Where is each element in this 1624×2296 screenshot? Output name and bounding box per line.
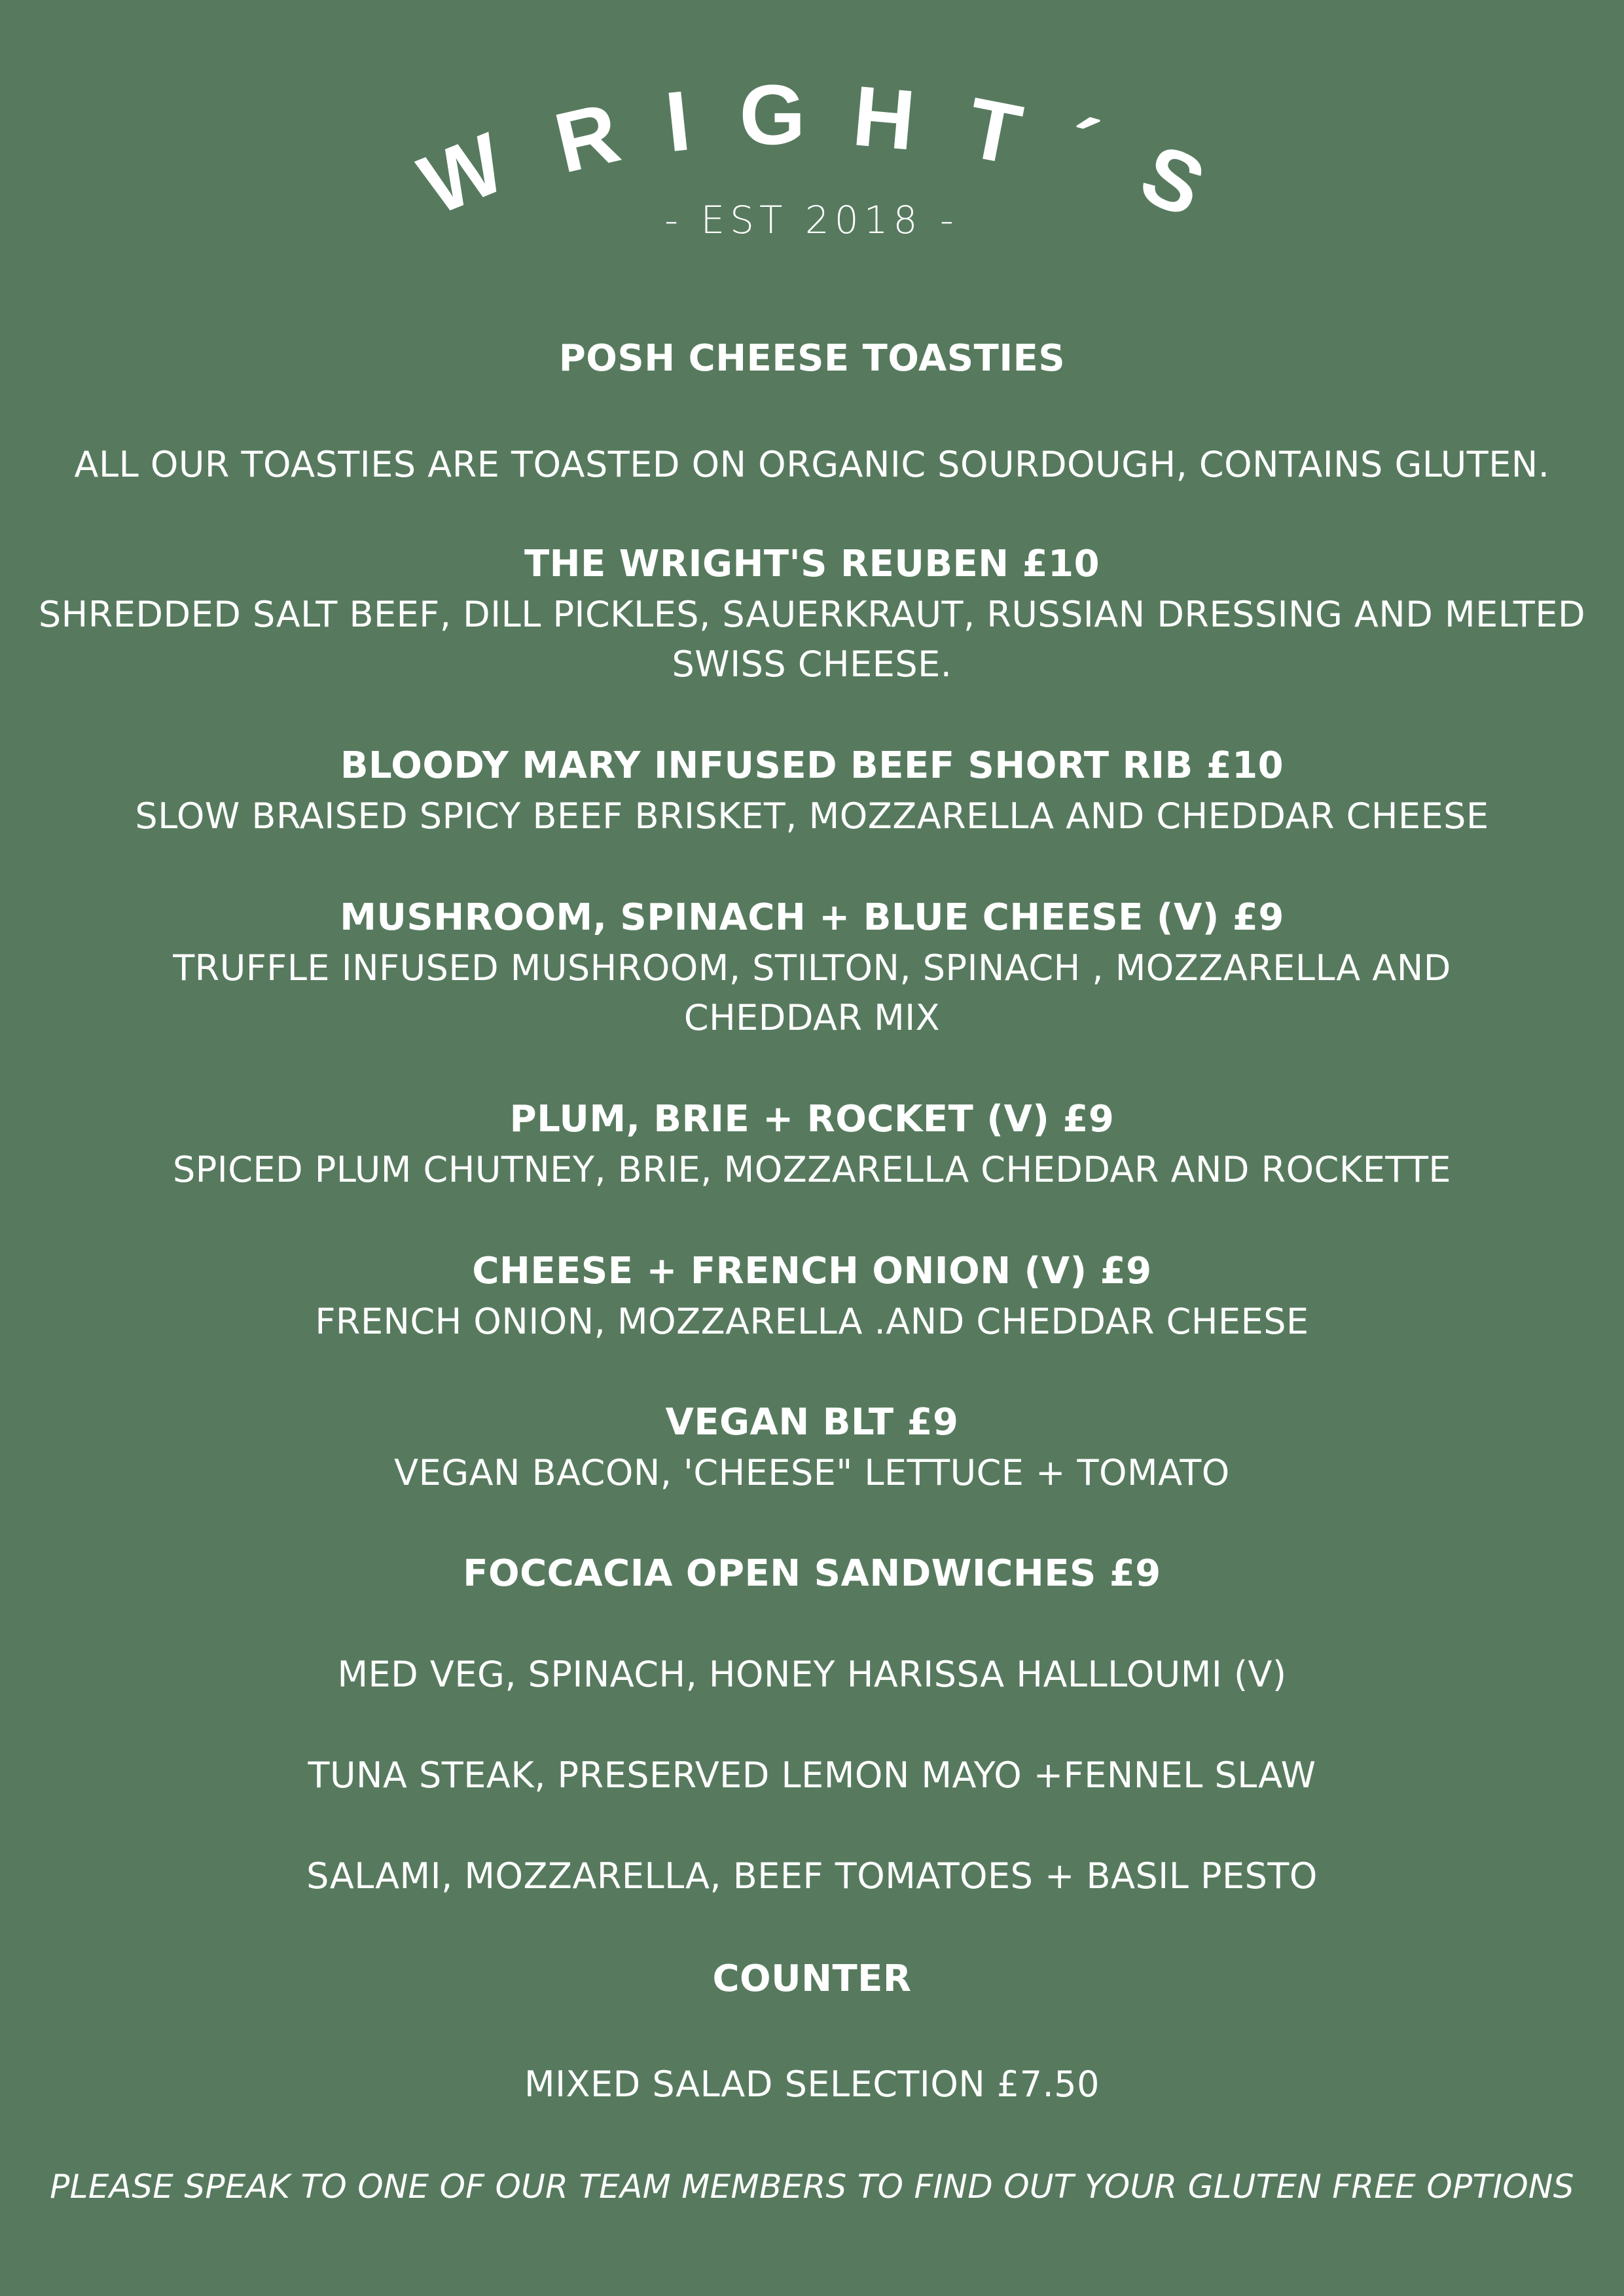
foccacia-option: MED VEG, SPINACH, HONEY HARISSA HALLLOUMI (V) <box>337 1654 1287 1695</box>
logo-letter-s: S <box>1127 125 1219 236</box>
foccacia-option: SALAMI, MOZZARELLA, BEEF TOMATOES + BASIL PESTO <box>306 1855 1318 1897</box>
menu-item-name: PLUM, BRIE + ROCKET (V) £9 <box>509 1098 1115 1140</box>
logo-letter-h: H <box>849 67 919 168</box>
menu-item-desc: FRENCH ONION, MOZZARELLA .AND CHEDDAR CHEESE <box>315 1301 1309 1342</box>
menu-item-desc: SHREDDED SALT BEEF, DILL PICKLES, SAUERKRAUT, RUSSIAN DRESSING AND MELTED <box>38 594 1586 635</box>
logo-letter-apostrophe: ´ <box>1054 99 1108 199</box>
menu-item-desc: SWISS CHEESE. <box>672 644 952 685</box>
menu-item-name: CHEESE + FRENCH ONION (V) £9 <box>472 1250 1152 1292</box>
logo-letter-r: R <box>546 84 628 191</box>
wrights-logo <box>0 0 1624 275</box>
menu-item-desc: CHEDDAR MIX <box>683 997 941 1038</box>
logo-est-year: - EST 2018 - <box>664 198 959 242</box>
logo-letter-i: I <box>660 72 695 170</box>
menu-item-name: THE WRIGHT'S REUBEN £10 <box>524 543 1100 585</box>
section-title-toasties: POSH CHEESE TOASTIES <box>558 337 1066 380</box>
foccacia-option: TUNA STEAK, PRESERVED LEMON MAYO +FENNEL SLAW <box>308 1755 1316 1796</box>
wrights-logo-svg <box>0 0 1624 275</box>
menu-item-desc: TRUFFLE INFUSED MUSHROOM, STILTON, SPINACH , MOZZARELLA AND <box>173 947 1451 989</box>
menu-item-name: MUSHROOM, SPINACH + BLUE CHEESE (V) £9 <box>340 896 1284 939</box>
counter-item: MIXED SALAD SELECTION £7.50 <box>524 2064 1100 2105</box>
logo-letter-g: G <box>739 67 806 162</box>
section-title-counter: COUNTER <box>712 1958 912 2000</box>
gluten-free-note: PLEASE SPEAK TO ONE OF OUR TEAM MEMBERS TO FIND OUT YOUR GLUTEN FREE OPTIONS <box>50 2168 1574 2206</box>
logo-letter-t: T <box>960 79 1029 183</box>
menu-item-desc: SPICED PLUM CHUTNEY, BRIE, MOZZARELLA CHEDDAR AND ROCKETTE <box>172 1149 1452 1190</box>
menu-item-desc: VEGAN BACON, 'CHEESE" LETTUCE + TOMATO <box>394 1452 1230 1493</box>
menu-item-name: VEGAN BLT £9 <box>665 1401 959 1444</box>
section-intro-toasties: ALL OUR TOASTIES ARE TOASTED ON ORGANIC SOURDOUGH, CONTAINS GLUTEN. <box>74 444 1550 485</box>
menu-item-name: BLOODY MARY INFUSED BEEF SHORT RIB £10 <box>340 744 1284 787</box>
section-title-foccacia: FOCCACIA OPEN SANDWICHES £9 <box>463 1552 1161 1595</box>
menu-item-desc: SLOW BRAISED SPICY BEEF BRISKET, MOZZARELLA AND CHEDDAR CHEESE <box>135 795 1489 837</box>
logo-letter-w: W <box>406 114 518 234</box>
